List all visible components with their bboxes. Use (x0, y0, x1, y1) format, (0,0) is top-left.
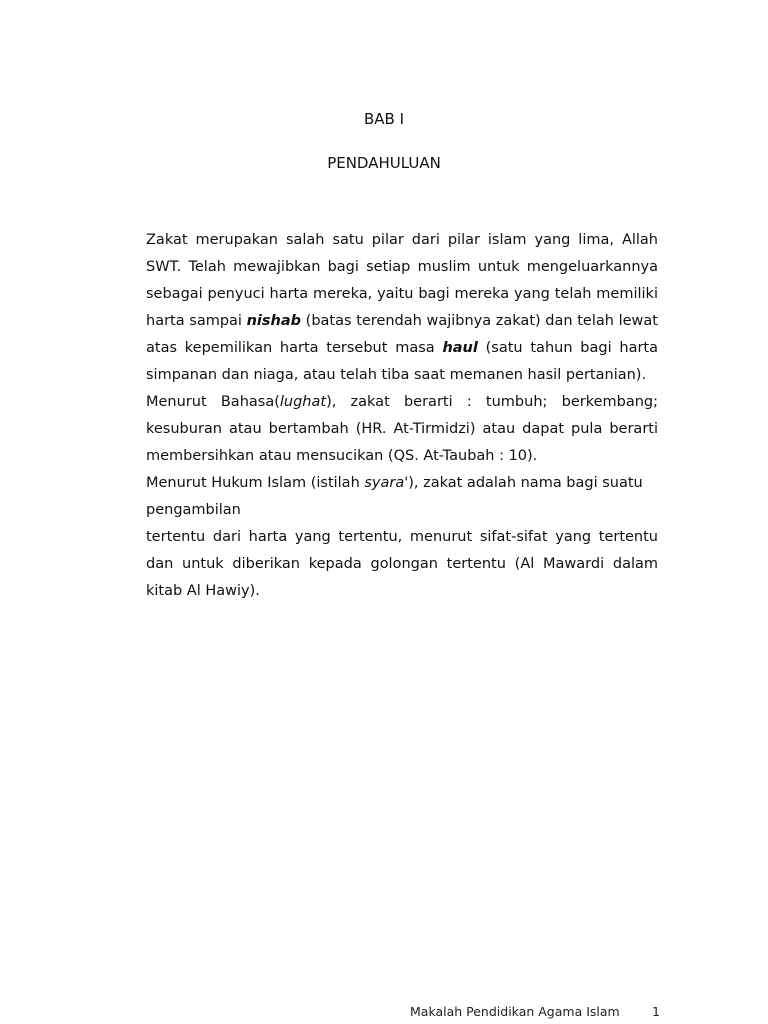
footer-title: Makalah Pendidikan Agama Islam (410, 1004, 620, 1019)
paragraph-3-part-a: Menurut Hukum Islam (istilah (146, 475, 365, 491)
paragraph-3-part-b: ), zakat adalah nama bagi suatu pengambilan (146, 475, 643, 518)
term-syara: syara' (364, 475, 409, 491)
paragraph-1-part-c: (satu tahun bagi harta simpanan dan niaga, atau telah tiba saat memanen hasil pertanian). (146, 340, 658, 383)
chapter-heading: BAB I (363, 110, 405, 128)
term-lughat: lughat (279, 394, 327, 410)
page-number: 1 (652, 1004, 660, 1019)
paragraph-3 (146, 470, 658, 524)
chapter-title: PENDAHULUAN (327, 154, 441, 172)
paragraph-4: tertentu dari harta yang tertentu, menurut sifat-sifat yang tertentu dan untuk diberikan kepada golongan tertentu (Al Mawardi dalam kitab Al Hawiy). (146, 529, 658, 599)
page-footer (410, 1004, 660, 1019)
paragraph-1 (146, 227, 658, 389)
term-nishab: nishab (246, 313, 302, 329)
paragraph-2 (146, 389, 658, 470)
term-haul: haul (442, 340, 478, 356)
paragraph-1-part-b: (batas terendah wajibnya zakat) dan telah lewat atas kepemilikan harta tersebut masa (146, 313, 658, 356)
paragraph-1-part-a: Zakat merupakan salah satu pilar dari pilar islam yang lima, Allah SWT. Telah mewajibkan bagi setiap muslim untuk mengeluarkannya sebagai penyuci harta mereka, yaitu bagi mereka yang telah memiliki harta sampai (146, 232, 658, 329)
body-text (146, 227, 658, 605)
paragraph-2-part-b: ), zakat berarti : tumbuh; berkembang; kesuburan atau bertambah (HR. At-Tirmidzi) atau dapat pula berarti membersihkan atau mensucikan (QS. At-Taubah : 10). (146, 394, 659, 464)
paragraph-2-part-a: Menurut Bahasa( (146, 394, 280, 410)
